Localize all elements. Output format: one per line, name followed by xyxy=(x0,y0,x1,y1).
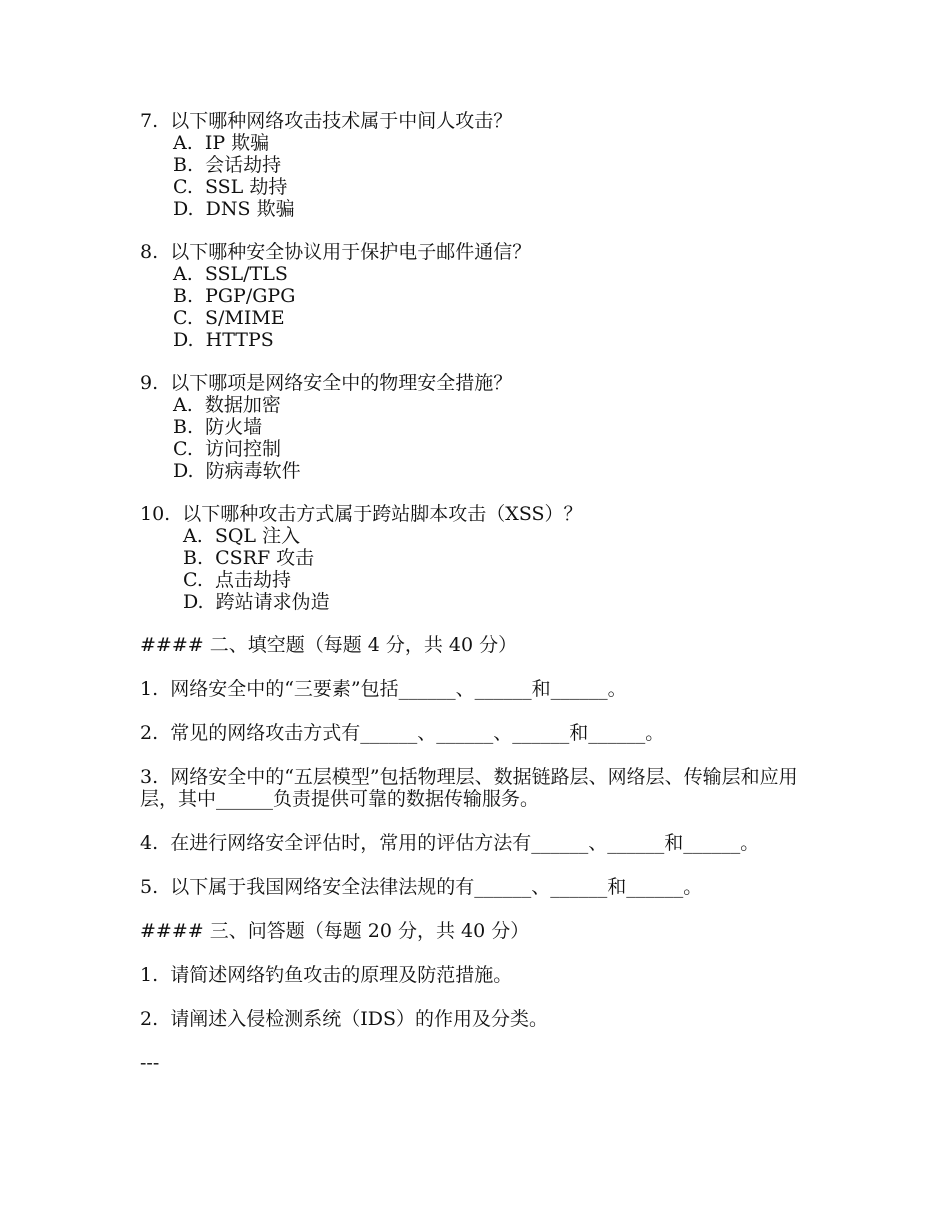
option-b: B. 会话劫持 xyxy=(173,154,282,176)
option-d: D. DNS 欺骗 xyxy=(173,198,295,220)
qa-section-heading: #### 三、问答题（每题 20 分，共 40 分） xyxy=(140,920,530,942)
fill-item-3: 3. 网络安全中的“五层模型”包括物理层、数据链路层、网络层、传输层和应用层，其中______负责提供可靠的数据传输服务。 xyxy=(140,766,798,810)
option-c: C. 访问控制 xyxy=(173,438,281,460)
fill-item-2: 2. 常见的网络攻击方式有______、______、______和______。 xyxy=(140,722,665,744)
option-c: C. 点击劫持 xyxy=(183,569,291,591)
option-c: C. SSL 劫持 xyxy=(173,176,288,198)
question-text: 7. 以下哪种网络攻击技术属于中间人攻击？ xyxy=(140,110,513,132)
option-a: A. IP 欺骗 xyxy=(173,132,270,154)
divider-text: --- xyxy=(140,1052,160,1074)
question-9 xyxy=(140,372,820,482)
question-10 xyxy=(140,503,820,613)
option-b: B. PGP/GPG xyxy=(173,285,296,307)
option-list xyxy=(173,132,820,220)
option-a: A. 数据加密 xyxy=(173,394,281,416)
question-8 xyxy=(140,241,820,351)
option-a: A. SQL 注入 xyxy=(183,525,301,547)
option-list xyxy=(173,394,820,482)
option-list xyxy=(183,525,820,613)
qa-item-1: 1. 请简述网络钓鱼攻击的原理及防范措施。 xyxy=(140,964,513,986)
option-b: B. 防火墙 xyxy=(173,416,263,438)
option-a: A. SSL/TLS xyxy=(173,263,288,285)
option-b: B. CSRF 攻击 xyxy=(183,547,315,569)
option-list xyxy=(173,263,820,351)
question-text: 10. 以下哪种攻击方式属于跨站脚本攻击（XSS）？ xyxy=(140,503,583,525)
option-d: D. HTTPS xyxy=(173,329,274,351)
fill-item-1: 1. 网络安全中的“三要素”包括______、______和______。 xyxy=(140,678,627,700)
fill-section-heading: #### 二、填空题（每题 4 分，共 40 分） xyxy=(140,634,518,656)
fill-item-4: 4. 在进行网络安全评估时，常用的评估方法有______、______和______。 xyxy=(140,832,760,854)
question-text: 9. 以下哪项是网络安全中的物理安全措施？ xyxy=(140,372,513,394)
question-text: 8. 以下哪种安全协议用于保护电子邮件通信？ xyxy=(140,241,532,263)
qa-item-2: 2. 请阐述入侵检测系统（IDS）的作用及分类。 xyxy=(140,1008,548,1030)
option-c: C. S/MIME xyxy=(173,307,285,329)
question-7 xyxy=(140,110,820,220)
option-d: D. 防病毒软件 xyxy=(173,460,301,482)
option-d: D. 跨站请求伪造 xyxy=(183,591,330,613)
fill-item-5: 5. 以下属于我国网络安全法律法规的有______、______和______。 xyxy=(140,876,703,898)
exam-content xyxy=(140,110,820,1074)
